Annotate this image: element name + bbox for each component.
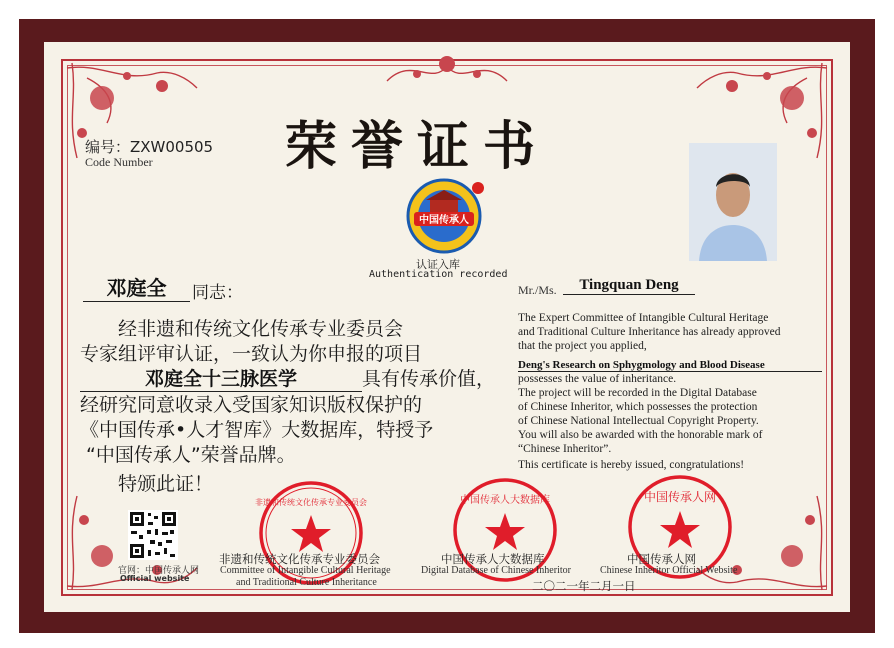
en-line-4: possesses the value of inheritance. <box>518 373 677 385</box>
cn-line-3: 经研究同意收录入受国家知识版权保护的 <box>80 394 423 416</box>
seal-committee-text: 非遗和传统文化传承专业委员会 <box>255 498 367 507</box>
cn-line-2: 专家组评审认证，一致认为你申报的项目 <box>80 343 423 365</box>
mr-ms-label: Mr./Ms. <box>518 283 557 297</box>
en-line-5: The project will be recorded in the Digital Database <box>518 387 757 399</box>
en-line-2: and Traditional Culture Inheritance has already approved <box>518 326 781 338</box>
org3-cn: 中国传承人网 <box>627 552 696 566</box>
en-line-3: that the project you applied, <box>518 340 647 352</box>
certificate-title: 荣誉证书 <box>285 116 550 177</box>
en-line-7: of Chinese National Intellectual Copyright Property. <box>518 415 759 427</box>
en-line-9: “Chinese Inheritor”. <box>518 443 612 455</box>
org1-en-2: and Traditional Culture Inheritance <box>236 577 377 588</box>
seal-database-text: 中国传承人大数据库 <box>460 495 550 506</box>
en-line-8: You will also be awarded with the honorable mark of <box>518 429 763 441</box>
badge-caption-en: Authentication recorded <box>369 269 508 280</box>
org1-en-1: Committee of Intangible Cultural Heritage <box>220 565 391 576</box>
cn-value-suffix: 具有传承价值， <box>362 368 496 390</box>
recipient-name-en: Tingquan Deng <box>563 277 695 295</box>
floral-ornament-top-center-icon <box>382 46 512 96</box>
cn-line-4: 《中国传承•人才智库》大数据库，特授予 <box>80 419 434 441</box>
org3-en: Chinese Inheritor Official Website <box>600 565 738 576</box>
qr-site-cn: 官网：中国传承人网 <box>118 566 200 576</box>
project-name-en: Deng's Research on Sphygmology and Blood Disease <box>518 359 822 372</box>
badge-label: 中国传承人 <box>419 215 469 226</box>
en-line-6: of Chinese Inheritor, which possesses the protection <box>518 401 758 413</box>
en-line-1: The Expert Committee of Intangible Cultural Heritage <box>518 312 769 324</box>
greeting-cn: 同志： <box>192 283 243 303</box>
project-name-cn: 邓庭全十三脉医学 <box>80 364 362 392</box>
recipient-photo <box>689 143 777 261</box>
qr-code-icon[interactable] <box>128 510 178 560</box>
recipient-name-cn: 邓庭全 <box>83 272 190 302</box>
cn-line-6: 特颁此证！ <box>118 473 214 495</box>
cn-line-5: “中国传承人”荣誉品牌。 <box>86 444 296 466</box>
qr-site-en: Official website <box>120 574 190 583</box>
org2-en: Digital Database of Chinese Inheritor <box>421 565 571 576</box>
badge-caption-cn: 认证入库 <box>416 258 460 271</box>
chinese-inheritor-badge-icon <box>404 178 486 256</box>
en-line-10: This certificate is hereby issued, congratulations! <box>518 459 745 471</box>
code-number-cn: 编号：ZXW00505 <box>85 138 214 156</box>
cn-line-1: 经非遗和传统文化传承专业委员会 <box>118 318 404 340</box>
seal-website-text: 中国传承人网 <box>643 490 717 504</box>
org1-cn: 非遗和传统文化传承专业委员会 <box>219 552 380 566</box>
org2-cn: 中国传承人大数据库 <box>441 552 545 566</box>
person-portrait-icon <box>689 143 777 261</box>
issue-date: 二〇二一年二月一日 <box>532 579 636 593</box>
code-number-en: Code Number <box>85 155 153 169</box>
